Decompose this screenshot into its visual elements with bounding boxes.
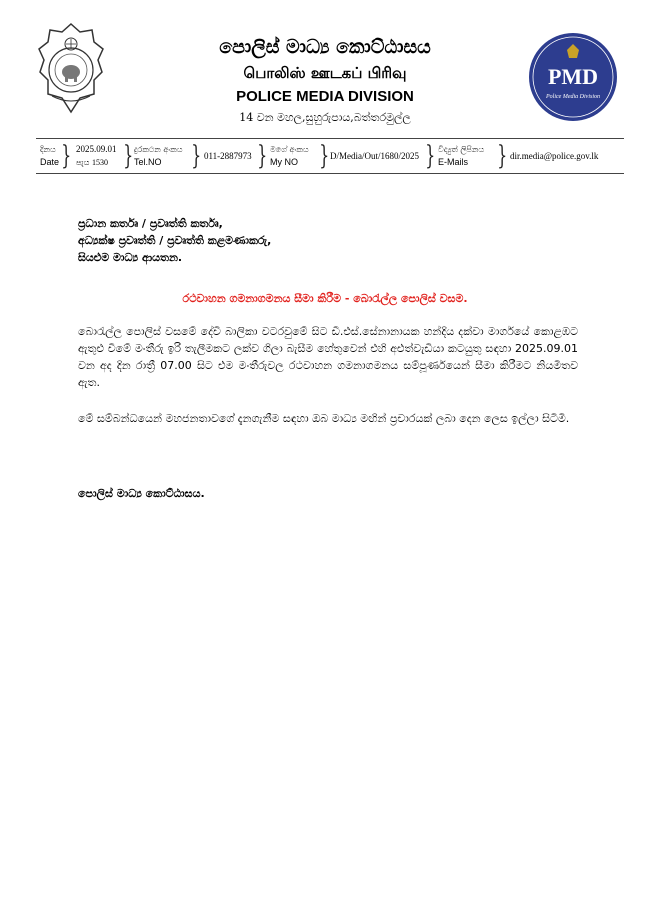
time-label: පැය: [76, 158, 90, 167]
brace-divider: }: [191, 141, 202, 171]
signature: පොලිස් මාධ්‍ය කොට්ඨාසය.: [78, 487, 205, 500]
reference-info-box: [36, 138, 624, 174]
email-value: dir.media@police.gov.lk: [510, 151, 599, 161]
header-title-english: POLICE MEDIA DIVISION: [236, 88, 414, 105]
body-paragraph-2: මේ සම්බන්ධයෙන් මහජනතාවගේ දැනගැනීම සඳහා ඔබ මාධ්‍ය මඟින් ප්‍රචාරයක් ලබා දෙන ලෙස ඉල්ලා සිටිමි.: [78, 412, 570, 425]
letter-subject: රථවාහන ගමනාගමනය සීමා කිරීම - බොරැල්ල පොලිස් වසම.: [182, 292, 468, 305]
recipient-line: අධ්‍යක්ෂ ප්‍රවෘත්ති / ප්‍රවෘත්ති කළමණාකරු,: [78, 234, 272, 247]
tel-value: 011-2887973: [204, 151, 252, 161]
recipients-block: [78, 215, 578, 266]
recipient-line: ප්‍රධාන කර්තෘ / ප්‍රවෘත්ති කර්තෘ,: [78, 217, 223, 230]
my-no-label: මගේ අංකය My NO: [270, 145, 309, 167]
date-value-cell: [76, 143, 117, 169]
date-value: 2025.09.01: [76, 144, 117, 154]
pmd-logo-text: PMD: [547, 64, 599, 89]
header-title-tamil: பொலிஸ் ஊடகப் பிரிவு: [243, 64, 407, 82]
brace-divider: }: [123, 141, 134, 171]
brace-divider: }: [319, 141, 330, 171]
date-label: දිනය Date: [40, 145, 60, 167]
tel-label: දුරකථන අංකය Tel.NO: [134, 145, 183, 167]
time-value: 1530: [91, 158, 108, 167]
header-title-sinhala: පොලිස් මාධ්‍ය කොට්ඨාසය: [219, 36, 431, 58]
pmd-logo: [528, 32, 618, 122]
body-paragraph-1: බොරැල්ල පොලිස් වසමේ දේවි බාලිකා වටරවුමේ සිට ඩී.එස්.සේනානායක හන්දිය දක්වා මාර්ගයේ කොළඹට ඇතුළු වීමේ මංතීරු ඉරි තැලීමකට ලක්ව ගිලා බැසීම හේතුවෙන් එහි අළුත්වැඩියා කටයුතු සඳහා 2025.09.01 වන අද දින රාත්‍රී 07.00 සිට එම මංතීරුවල රථවාහන ගමනාගමනය සම්පූර්ණයෙන් සීමා කිරීමට නියමිතව ඇත.: [78, 325, 578, 389]
brace-divider: }: [257, 141, 268, 171]
brace-divider: }: [61, 141, 72, 171]
header-address: 14 වන මහල,සුහුරුපාය,බත්තරමුල්ල: [239, 111, 411, 124]
my-no-value: D/Media/Out/1680/2025: [330, 151, 419, 161]
recipient-line: සියළුම මාධ්‍ය ආයතන.: [78, 251, 183, 264]
brace-divider: }: [497, 141, 508, 171]
brace-divider: }: [425, 141, 436, 171]
email-label: විද්‍යුත් ලිපිනය E-Mails: [438, 145, 485, 167]
pmd-logo-caption: Police Media Division: [546, 94, 600, 100]
